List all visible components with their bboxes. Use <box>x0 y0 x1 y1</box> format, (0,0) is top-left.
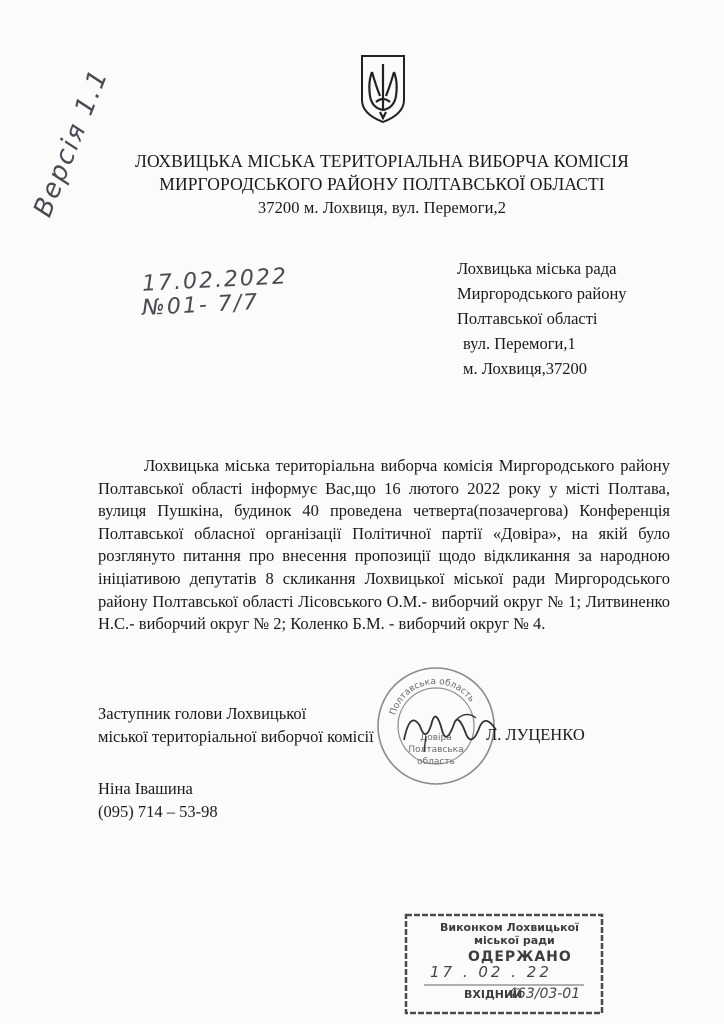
coat-of-arms-icon <box>358 52 408 126</box>
letterhead-address: 37200 м. Лохвиця, вул. Перемоги,2 <box>257 198 507 217</box>
stamp-received-label: ОДЕРЖАНО <box>468 949 572 965</box>
seal-center-text: Полтавська <box>408 745 464 755</box>
stamp-date: 17 . 02 . 22 <box>430 963 552 981</box>
stamp-incoming-label: ВХІДНИЙ <box>464 988 523 1001</box>
signatory-name: Л. ЛУЦЕНКО <box>486 725 585 744</box>
seal-center-text: Довіра <box>420 733 452 743</box>
contact-block <box>98 777 218 823</box>
addressee-line: Миргородського району <box>457 284 627 303</box>
stamp-line: Виконком Лохвицької <box>440 921 579 934</box>
contact-phone: (095) 714 – 53-98 <box>98 802 218 821</box>
addressee-line: м. Лохвиця,37200 <box>463 359 587 378</box>
addressee-line: Лохвицька міська рада <box>457 259 617 278</box>
handwritten-date: 17.02.2022 <box>141 264 289 297</box>
addressee-line: Полтавської області <box>457 309 598 328</box>
handwritten-outgoing-number: №01- 7/7 <box>141 289 260 322</box>
signature-position <box>98 702 374 748</box>
handwritten-version-note: Версія 1.1 <box>28 64 115 222</box>
letterhead-title-line2: МИРГОРОДСЬКОГО РАЙОНУ ПОЛТАВСЬКОЇ ОБЛАСТІ <box>159 174 605 194</box>
stamp-line: міської ради <box>474 934 555 947</box>
addressee-block <box>457 256 627 381</box>
seal-center-text: область <box>417 757 455 767</box>
addressee-line: вул. Перемоги,1 <box>463 334 576 353</box>
contact-name: Ніна Івашина <box>98 779 193 798</box>
letterhead-title-line1: ЛОХВИЦЬКА МІСЬКА ТЕРИТОРІАЛЬНА ВИБОРЧА КОМІСІЯ <box>135 151 629 171</box>
seal-ring-text: Полтавська область <box>388 676 477 717</box>
stamp-incoming-number: 463/03-01 <box>508 986 581 1002</box>
signature-position-line: Заступник голови Лохвицької <box>98 704 307 723</box>
signature-position-line: міської територіальної виборчої комісії <box>98 727 374 746</box>
letter-body-paragraph: Лохвицька міська територіальна виборча комісія Миргородського району Полтавської області інформує Вас,що 16 лютого 2022 року у місті Полтава, вулиця Пушкіна, будинок 40 проведена четверта(позачергова) Конференція Полтавської обласної організації Політичної партії «Довіра», на якій було розглянуто питання про внесення пропозиції щодо відкликання за народною ініціативою депутатів 8 скликання Лохвицької міської ради Миргородського району Полтавської області Лісовського О.М.- виборчий округ № 1; Литвиненко Н.С.- виборчий округ № 2; Коленко Б.М. - виборчий округ № 4. <box>98 456 670 634</box>
